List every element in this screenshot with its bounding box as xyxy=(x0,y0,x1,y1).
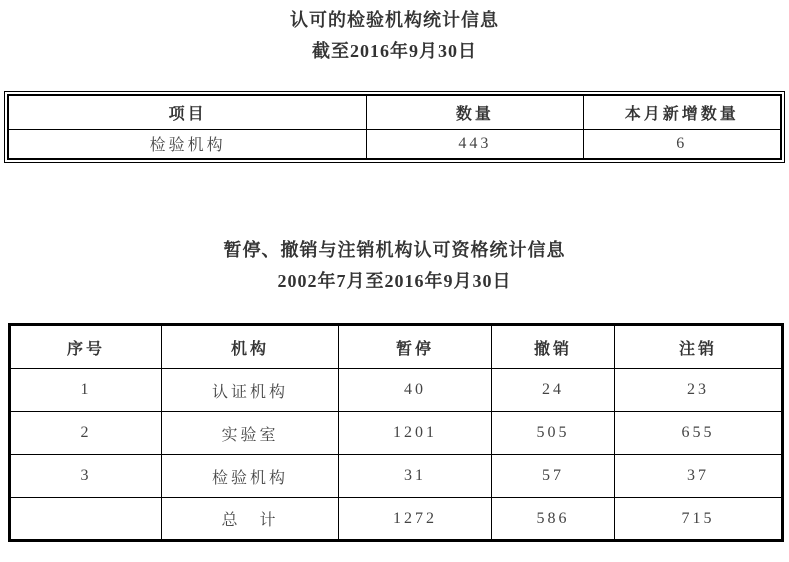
cell-total-revoked: 586 xyxy=(492,498,615,541)
table-row xyxy=(10,455,783,498)
table-total-row xyxy=(10,498,783,541)
accredited-institutions-table xyxy=(7,94,782,160)
column-header-cancelled: 注销 xyxy=(615,325,783,369)
suspension-table-container xyxy=(8,323,781,542)
cell-suspended: 31 xyxy=(339,455,492,498)
cell-new-this-month: 6 xyxy=(583,129,781,159)
table-header-row xyxy=(8,95,781,129)
cell-index: 3 xyxy=(10,455,162,498)
table-header-row xyxy=(10,325,783,369)
cell-cancelled: 655 xyxy=(615,412,783,455)
column-header-quantity: 数量 xyxy=(367,95,583,129)
cell-institution: 认证机构 xyxy=(162,369,339,412)
cell-item-name: 检验机构 xyxy=(8,129,367,159)
column-header-institution: 机构 xyxy=(162,325,339,369)
cell-index: 2 xyxy=(10,412,162,455)
section1-subtitle: 截至2016年9月30日 xyxy=(312,41,477,61)
section2-subtitle: 2002年7月至2016年9月30日 xyxy=(277,271,512,291)
cell-total-cancelled: 715 xyxy=(615,498,783,541)
cell-revoked: 24 xyxy=(492,369,615,412)
cell-total-label: 总 计 xyxy=(162,498,339,541)
section1-title-block xyxy=(0,0,789,67)
column-header-item: 项目 xyxy=(8,95,367,129)
column-header-revoked: 撤销 xyxy=(492,325,615,369)
section1-title: 认可的检验机构统计信息 xyxy=(290,10,499,30)
table-row xyxy=(10,369,783,412)
column-header-suspended: 暂停 xyxy=(339,325,492,369)
cell-cancelled: 23 xyxy=(615,369,783,412)
column-header-index: 序号 xyxy=(10,325,162,369)
cell-institution: 检验机构 xyxy=(162,455,339,498)
column-header-new-this-month: 本月新增数量 xyxy=(583,95,781,129)
cell-revoked: 505 xyxy=(492,412,615,455)
suspension-revocation-cancellation-table xyxy=(8,323,784,542)
cell-quantity: 443 xyxy=(367,129,583,159)
cell-cancelled: 37 xyxy=(615,455,783,498)
section2-title-block xyxy=(0,235,789,297)
accredited-table-outer-border xyxy=(4,91,785,163)
table-row xyxy=(10,412,783,455)
table-row xyxy=(8,129,781,159)
cell-total-suspended: 1272 xyxy=(339,498,492,541)
cell-revoked: 57 xyxy=(492,455,615,498)
cell-suspended: 40 xyxy=(339,369,492,412)
cell-index: 1 xyxy=(10,369,162,412)
cell-suspended: 1201 xyxy=(339,412,492,455)
cell-index-empty xyxy=(10,498,162,541)
cell-institution: 实验室 xyxy=(162,412,339,455)
section2-title: 暂停、撤销与注销机构认可资格统计信息 xyxy=(223,240,566,260)
